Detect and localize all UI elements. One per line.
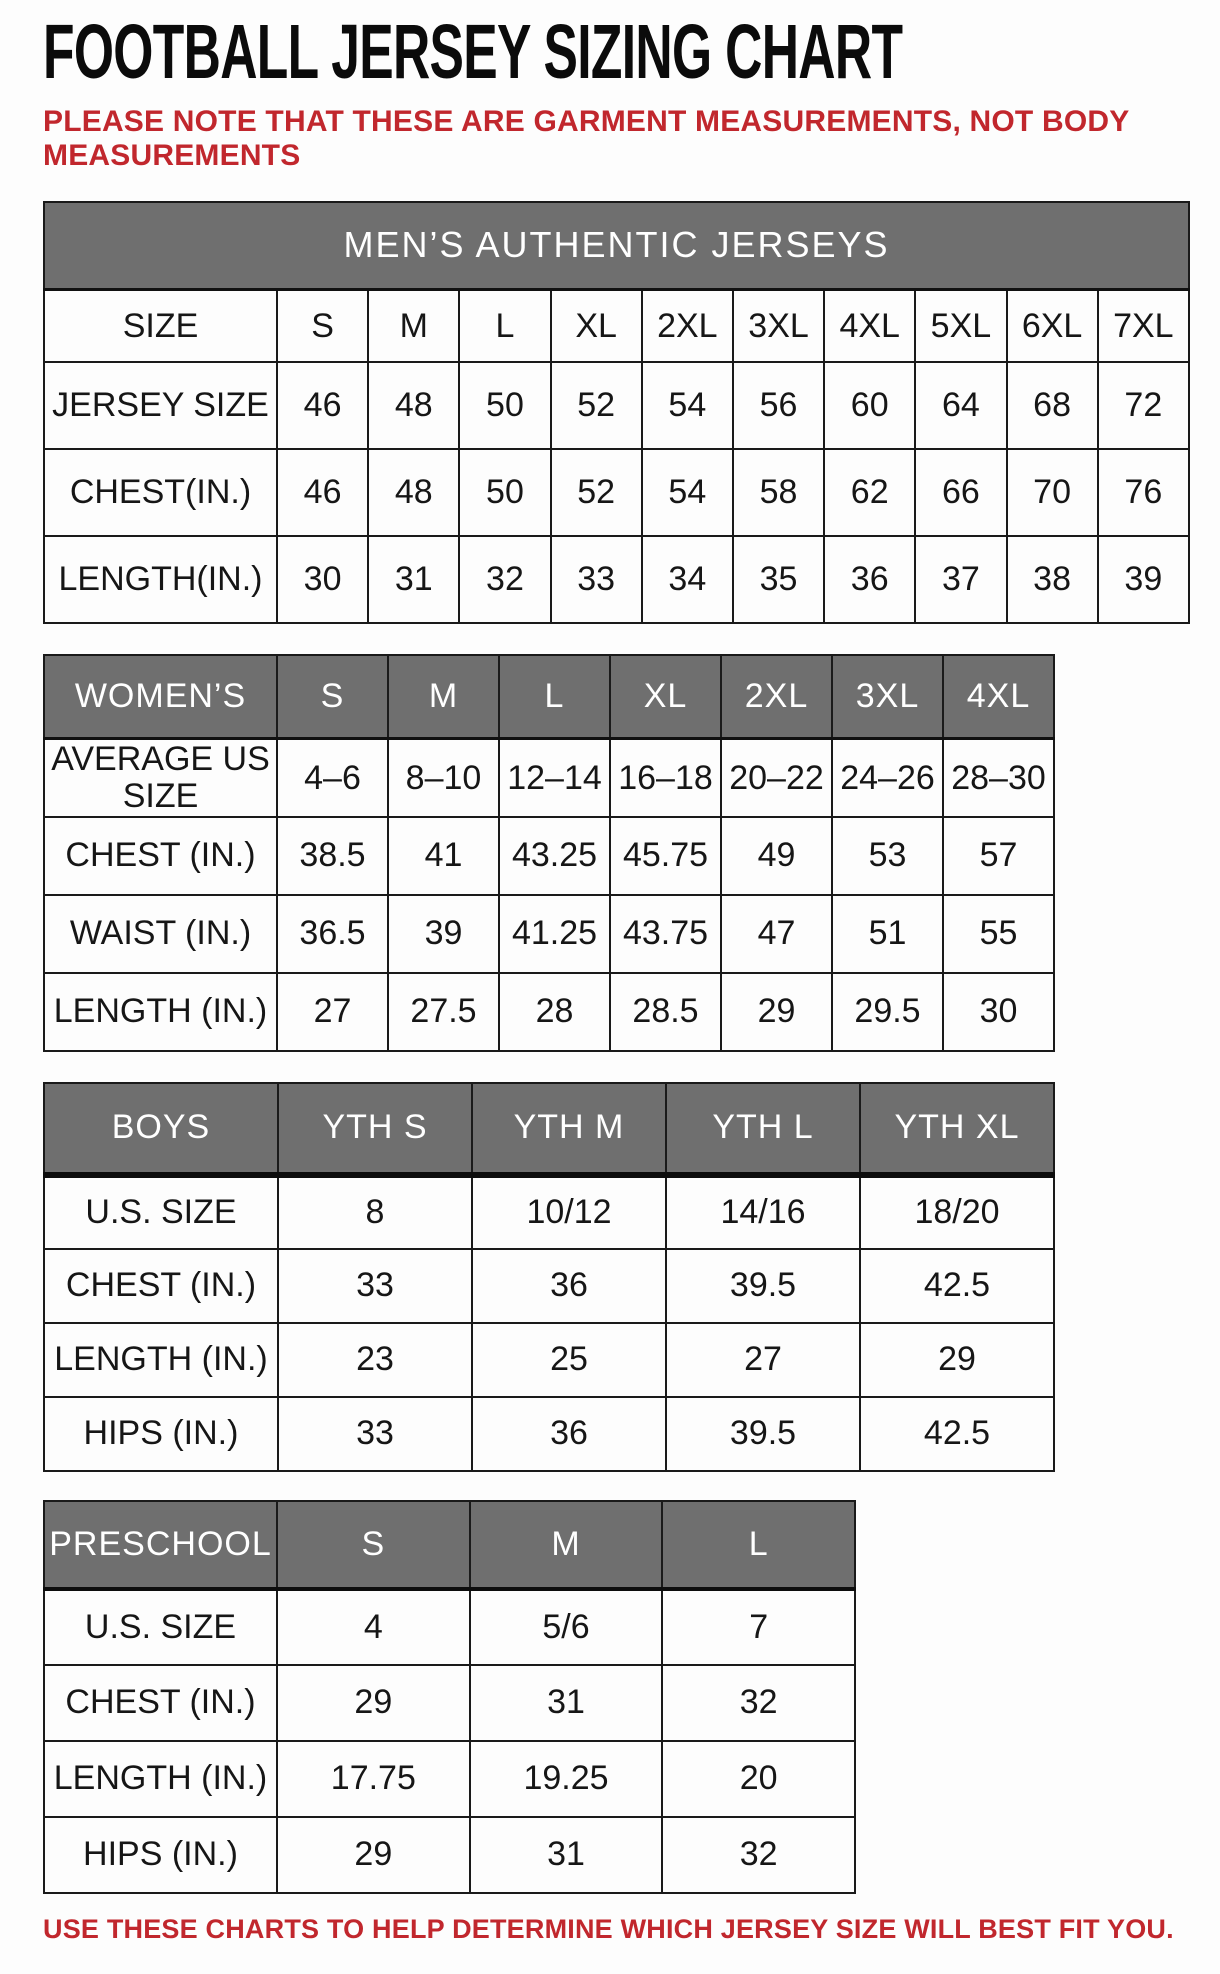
value-cell: 29 bbox=[860, 1323, 1054, 1397]
value-cell: 20–22 bbox=[721, 739, 832, 817]
size-col-header: 3XL bbox=[832, 655, 943, 739]
value-cell: 32 bbox=[662, 1817, 855, 1893]
value-cell: 38.5 bbox=[277, 817, 388, 895]
row-label: AVERAGE US SIZE bbox=[44, 739, 277, 817]
value-cell: 58 bbox=[733, 449, 824, 536]
row-label: HIPS (IN.) bbox=[44, 1817, 277, 1893]
value-cell: 56 bbox=[733, 362, 824, 449]
value-cell: 41.25 bbox=[499, 895, 610, 973]
table-row bbox=[44, 817, 1054, 895]
value-cell: 4–6 bbox=[277, 739, 388, 817]
mens-jerseys-table bbox=[43, 201, 1190, 624]
value-cell: 33 bbox=[278, 1397, 472, 1471]
value-cell: 52 bbox=[551, 449, 642, 536]
boys-jerseys-table bbox=[43, 1082, 1055, 1472]
garment-measurements-note: PLEASE NOTE THAT THESE ARE GARMENT MEASUREMENTS, NOT BODY MEASUREMENTS bbox=[43, 105, 1129, 172]
value-cell: 39 bbox=[1098, 536, 1189, 623]
value-cell: 27.5 bbox=[388, 973, 499, 1051]
value-cell: 27 bbox=[277, 973, 388, 1051]
size-col-header: XL bbox=[610, 655, 721, 739]
preschool-table-title: PRESCHOOL bbox=[44, 1501, 277, 1589]
table-row bbox=[44, 1665, 855, 1741]
table-row bbox=[44, 1249, 1054, 1323]
value-cell: 23 bbox=[278, 1323, 472, 1397]
page-title-text: FOOTBALL JERSEY SIZING CHART bbox=[43, 9, 903, 95]
value-cell: 19.25 bbox=[470, 1741, 663, 1817]
size-col-header: L bbox=[662, 1501, 855, 1589]
page-title bbox=[43, 9, 1220, 95]
boys-table-title: BOYS bbox=[44, 1083, 278, 1175]
table-row bbox=[44, 739, 1054, 817]
row-label: U.S. SIZE bbox=[44, 1175, 278, 1249]
footer-note: USE THESE CHARTS TO HELP DETERMINE WHICH JERSEY SIZE WILL BEST FIT YOU. bbox=[43, 1913, 1174, 1944]
table-row bbox=[44, 1175, 1054, 1249]
value-cell: 20 bbox=[662, 1741, 855, 1817]
value-cell: 66 bbox=[915, 449, 1006, 536]
table-row bbox=[44, 1589, 855, 1665]
size-col-header: L bbox=[499, 655, 610, 739]
value-cell: 10/12 bbox=[472, 1175, 666, 1249]
value-cell: 47 bbox=[721, 895, 832, 973]
size-col-header: XL bbox=[551, 290, 642, 362]
value-cell: 46 bbox=[277, 362, 368, 449]
value-cell: 38 bbox=[1007, 536, 1098, 623]
value-cell: 43.75 bbox=[610, 895, 721, 973]
row-label: CHEST (IN.) bbox=[44, 1665, 277, 1741]
value-cell: 55 bbox=[943, 895, 1054, 973]
table-row bbox=[44, 1323, 1054, 1397]
value-cell: 39 bbox=[388, 895, 499, 973]
value-cell: 39.5 bbox=[666, 1249, 860, 1323]
value-cell: 30 bbox=[943, 973, 1054, 1051]
womens-jerseys-table bbox=[43, 654, 1055, 1052]
value-cell: 43.25 bbox=[499, 817, 610, 895]
size-col-header: 7XL bbox=[1098, 290, 1189, 362]
value-cell: 39.5 bbox=[666, 1397, 860, 1471]
size-col-header: S bbox=[277, 290, 368, 362]
value-cell: 29 bbox=[277, 1817, 470, 1893]
row-label: JERSEY SIZE bbox=[44, 362, 277, 449]
table-row bbox=[44, 973, 1054, 1051]
size-col-header: YTH L bbox=[666, 1083, 860, 1175]
value-cell: 27 bbox=[666, 1323, 860, 1397]
value-cell: 68 bbox=[1007, 362, 1098, 449]
value-cell: 34 bbox=[642, 536, 733, 623]
row-label: CHEST(IN.) bbox=[44, 449, 277, 536]
value-cell: 60 bbox=[824, 362, 915, 449]
value-cell: 32 bbox=[662, 1665, 855, 1741]
table-row bbox=[44, 202, 1189, 290]
table-row bbox=[44, 1083, 1054, 1175]
mens-table-title: MEN’S AUTHENTIC JERSEYS bbox=[44, 202, 1189, 290]
size-col-header: 4XL bbox=[824, 290, 915, 362]
womens-table-title: WOMEN’S bbox=[44, 655, 277, 739]
value-cell: 72 bbox=[1098, 362, 1189, 449]
value-cell: 25 bbox=[472, 1323, 666, 1397]
size-col-header: M bbox=[470, 1501, 663, 1589]
row-label: LENGTH (IN.) bbox=[44, 1323, 278, 1397]
value-cell: 31 bbox=[368, 536, 459, 623]
table-row bbox=[44, 1741, 855, 1817]
size-col-header: L bbox=[459, 290, 550, 362]
value-cell: 54 bbox=[642, 362, 733, 449]
row-label: LENGTH(IN.) bbox=[44, 536, 277, 623]
value-cell: 36 bbox=[472, 1397, 666, 1471]
value-cell: 29.5 bbox=[832, 973, 943, 1051]
size-col-header: S bbox=[277, 1501, 470, 1589]
table-row bbox=[44, 536, 1189, 623]
table-row bbox=[44, 655, 1054, 739]
value-cell: 16–18 bbox=[610, 739, 721, 817]
value-cell: 62 bbox=[824, 449, 915, 536]
preschool-jerseys-table bbox=[43, 1500, 856, 1894]
table-row bbox=[44, 1397, 1054, 1471]
row-label: LENGTH (IN.) bbox=[44, 1741, 277, 1817]
value-cell: 4 bbox=[277, 1589, 470, 1665]
value-cell: 70 bbox=[1007, 449, 1098, 536]
size-col-header: 4XL bbox=[943, 655, 1054, 739]
value-cell: 24–26 bbox=[832, 739, 943, 817]
value-cell: 48 bbox=[368, 362, 459, 449]
row-label: CHEST (IN.) bbox=[44, 1249, 278, 1323]
value-cell: 57 bbox=[943, 817, 1054, 895]
value-cell: 36.5 bbox=[277, 895, 388, 973]
value-cell: 48 bbox=[368, 449, 459, 536]
value-cell: 31 bbox=[470, 1817, 663, 1893]
table-row bbox=[44, 362, 1189, 449]
size-col-header: M bbox=[388, 655, 499, 739]
value-cell: 54 bbox=[642, 449, 733, 536]
value-cell: 28–30 bbox=[943, 739, 1054, 817]
value-cell: 42.5 bbox=[860, 1397, 1054, 1471]
value-cell: 5/6 bbox=[470, 1589, 663, 1665]
table-row bbox=[44, 1817, 855, 1893]
size-col-header: YTH S bbox=[278, 1083, 472, 1175]
size-col-header: M bbox=[368, 290, 459, 362]
size-col-header: 6XL bbox=[1007, 290, 1098, 362]
value-cell: 17.75 bbox=[277, 1741, 470, 1817]
row-label: U.S. SIZE bbox=[44, 1589, 277, 1665]
value-cell: 37 bbox=[915, 536, 1006, 623]
value-cell: 36 bbox=[824, 536, 915, 623]
value-cell: 8–10 bbox=[388, 739, 499, 817]
value-cell: 31 bbox=[470, 1665, 663, 1741]
row-label: HIPS (IN.) bbox=[44, 1397, 278, 1471]
value-cell: 33 bbox=[278, 1249, 472, 1323]
row-label: LENGTH (IN.) bbox=[44, 973, 277, 1051]
row-label: CHEST (IN.) bbox=[44, 817, 277, 895]
size-col-header: 2XL bbox=[721, 655, 832, 739]
value-cell: 18/20 bbox=[860, 1175, 1054, 1249]
value-cell: 28.5 bbox=[610, 973, 721, 1051]
value-cell: 50 bbox=[459, 449, 550, 536]
value-cell: 29 bbox=[277, 1665, 470, 1741]
value-cell: 45.75 bbox=[610, 817, 721, 895]
value-cell: 32 bbox=[459, 536, 550, 623]
table-row bbox=[44, 895, 1054, 973]
table-row bbox=[44, 449, 1189, 536]
value-cell: 50 bbox=[459, 362, 550, 449]
size-col-header: 3XL bbox=[733, 290, 824, 362]
size-col-header: S bbox=[277, 655, 388, 739]
value-cell: 12–14 bbox=[499, 739, 610, 817]
value-cell: 28 bbox=[499, 973, 610, 1051]
table-row bbox=[44, 1501, 855, 1589]
table-row bbox=[44, 290, 1189, 362]
row-label: SIZE bbox=[44, 290, 277, 362]
value-cell: 49 bbox=[721, 817, 832, 895]
value-cell: 33 bbox=[551, 536, 642, 623]
value-cell: 41 bbox=[388, 817, 499, 895]
row-label: WAIST (IN.) bbox=[44, 895, 277, 973]
size-col-header: YTH M bbox=[472, 1083, 666, 1175]
value-cell: 7 bbox=[662, 1589, 855, 1665]
value-cell: 76 bbox=[1098, 449, 1189, 536]
value-cell: 46 bbox=[277, 449, 368, 536]
size-col-header: 5XL bbox=[915, 290, 1006, 362]
value-cell: 36 bbox=[472, 1249, 666, 1323]
value-cell: 64 bbox=[915, 362, 1006, 449]
size-col-header: 2XL bbox=[642, 290, 733, 362]
size-col-header: YTH XL bbox=[860, 1083, 1054, 1175]
value-cell: 29 bbox=[721, 973, 832, 1051]
value-cell: 51 bbox=[832, 895, 943, 973]
value-cell: 42.5 bbox=[860, 1249, 1054, 1323]
value-cell: 14/16 bbox=[666, 1175, 860, 1249]
value-cell: 52 bbox=[551, 362, 642, 449]
value-cell: 35 bbox=[733, 536, 824, 623]
value-cell: 53 bbox=[832, 817, 943, 895]
value-cell: 8 bbox=[278, 1175, 472, 1249]
value-cell: 30 bbox=[277, 536, 368, 623]
